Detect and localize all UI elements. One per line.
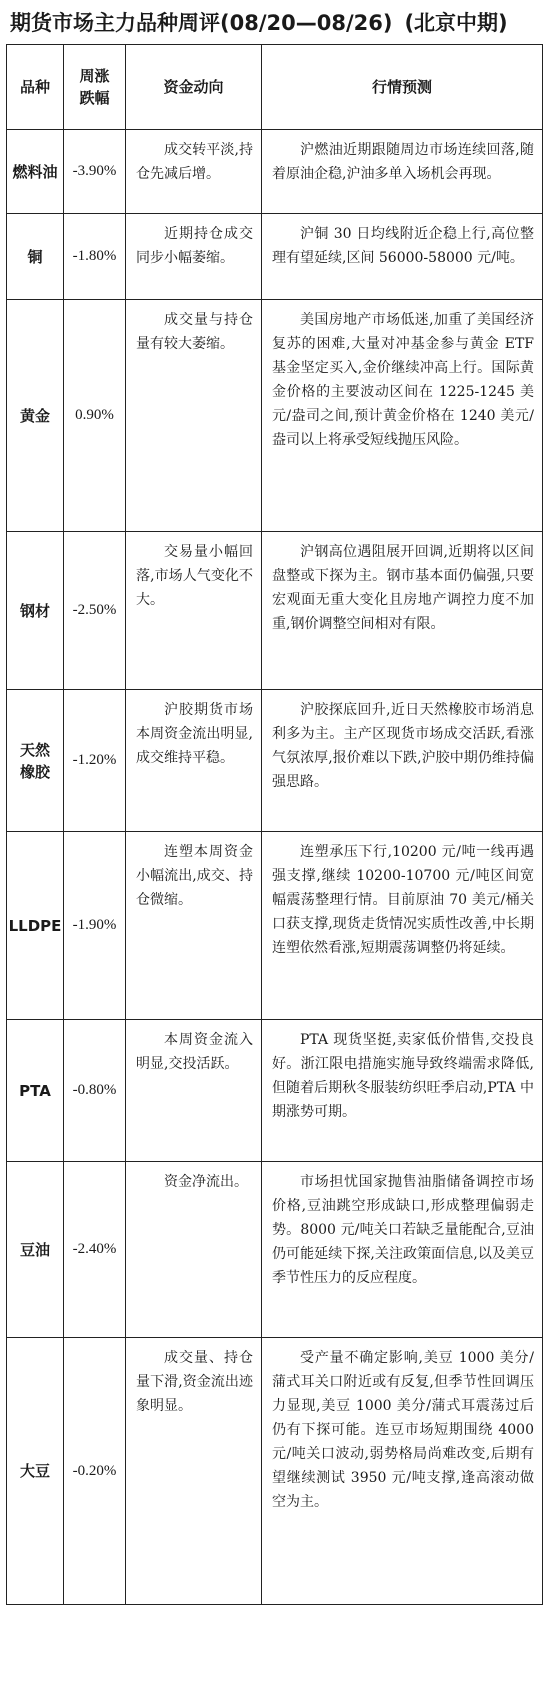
forecast-cell [262,690,543,832]
variety-cell: 豆油 [7,1162,64,1338]
fund-flow-cell [126,1162,262,1338]
header-variety: 品种 [7,45,64,130]
forecast-text: 受产量不确定影响,美豆 1000 美分/蒲式耳关口附近或有反复,但季节性回调压力显现,美豆 1000 美分/蒲式耳震荡过后仍有下探可能。连豆市场短期围绕 4000 元/吨关口波动,弱势格局尚难改变,后期有望继续测试 3950 元/吨支撑,逢高滚动做空为主。 [272,1350,534,1510]
forecast-cell [262,1020,543,1162]
futures-review-table [6,44,543,1605]
fund-flow-text: 交易量小幅回落,市场人气变化不大。 [136,544,253,608]
forecast-text: 沪胶探底回升,近日天然橡胶市场消息利多为主。主产区现货市场成交活跃,看涨气氛浓厚,报价难以下跌,沪胶中期仍维持偏强思路。 [272,702,534,790]
table-row [7,690,543,832]
change-cell: -0.80% [64,1020,126,1162]
table-row [7,1162,543,1338]
change-cell: 0.90% [64,300,126,532]
variety-cell: 大豆 [7,1338,64,1605]
change-cell: -2.40% [64,1162,126,1338]
change-cell: -1.80% [64,214,126,300]
fund-flow-text: 成交量与持仓量有较大萎缩。 [136,312,253,352]
variety-cell: 黄金 [7,300,64,532]
report-title: 期货市场主力品种周评(08/20—08/26) [10,11,393,35]
forecast-text: 沪铜 30 日均线附近企稳上行,高位整理有望延续,区间 56000-58000 元/吨。 [272,226,534,266]
forecast-cell [262,300,543,532]
forecast-cell [262,532,543,690]
change-cell: -1.20% [64,690,126,832]
variety-cell: PTA [7,1020,64,1162]
fund-flow-cell [126,214,262,300]
variety-cell: 天然 橡胶 [7,690,64,832]
table-row [7,832,543,1020]
change-cell: -2.50% [64,532,126,690]
forecast-cell [262,832,543,1020]
fund-flow-text: 资金净流出。 [164,1174,248,1190]
table-row [7,130,543,214]
forecast-cell [262,1162,543,1338]
fund-flow-text: 近期持仓成交同步小幅萎缩。 [136,226,253,266]
forecast-text: 沪燃油近期跟随周边市场连续回落,随着原油企稳,沪油多单入场机会再现。 [272,142,534,182]
forecast-cell [262,1338,543,1605]
variety-cell: 燃料油 [7,130,64,214]
fund-flow-cell [126,300,262,532]
forecast-text: 美国房地产市场低迷,加重了美国经济复苏的困难,大量对冲基金参与黄金 ETF 基金坚定买入,金价继续冲高上行。国际黄金价格的主要波动区间在 1225-1245 美元/盎司之间,预计黄金价格在 1240 美元/盎司以上将承受短线抛压风险。 [272,312,534,448]
fund-flow-text: 成交转平淡,持仓先减后增。 [136,142,253,182]
forecast-cell [262,214,543,300]
fund-flow-cell [126,1020,262,1162]
fund-flow-cell [126,690,262,832]
fund-flow-text: 沪胶期货市场本周资金流出明显,成交维持平稳。 [136,702,253,766]
fund-flow-text: 本周资金流入明显,交投活跃。 [136,1032,253,1072]
forecast-text: PTA 现货坚挺,卖家低价惜售,交投良好。浙江限电措施实施导致终端需求降低,但随着后期秋冬服装纺织旺季启动,PTA 中期涨势可期。 [272,1032,534,1120]
forecast-text: 连塑承压下行,10200 元/吨一线再遇强支撑,继续 10200-10700 元/吨区间宽幅震荡整理行情。目前原油 70 美元/桶关口获支撑,现货走货情况实质性改善,中长期连塑依然看涨,短期震荡调整仍将延续。 [272,844,534,956]
table-row [7,214,543,300]
report-source: (北京中期) [404,11,508,35]
fund-flow-cell [126,130,262,214]
header-change-label: 周涨 跌幅 [79,67,110,107]
table-row [7,300,543,532]
fund-flow-cell [126,532,262,690]
table-row [7,532,543,690]
change-cell: -3.90% [64,130,126,214]
change-cell: -1.90% [64,832,126,1020]
table-row [7,1338,543,1605]
change-cell: -0.20% [64,1338,126,1605]
fund-flow-cell [126,832,262,1020]
header-fund-flow: 资金动向 [126,45,262,130]
variety-cell: 钢材 [7,532,64,690]
variety-cell: 铜 [7,214,64,300]
header-change [64,45,126,130]
table-row [7,1020,543,1162]
fund-flow-text: 连塑本周资金小幅流出,成交、持仓微缩。 [136,844,253,908]
header-forecast: 行情预测 [262,45,543,130]
variety-cell: LLDPE [7,832,64,1020]
fund-flow-cell [126,1338,262,1605]
forecast-cell [262,130,543,214]
forecast-text: 市场担忧国家抛售油脂储备调控市场价格,豆油跳空形成缺口,形成整理偏弱走势。8000 元/吨关口若缺乏量能配合,豆油仍可能延续下探,关注政策面信息,以及美豆季节性压力的反应程度。 [272,1174,534,1286]
fund-flow-text: 成交量、持仓量下滑,资金流出迹象明显。 [136,1350,253,1414]
table-header-row [7,45,543,130]
forecast-text: 沪钢高位遇阻展开回调,近期将以区间盘整或下探为主。钢市基本面仍偏强,只要宏观面无重大变化且房地产调控力度不加重,钢价调整空间相对有限。 [272,544,534,632]
report-header [0,0,550,44]
